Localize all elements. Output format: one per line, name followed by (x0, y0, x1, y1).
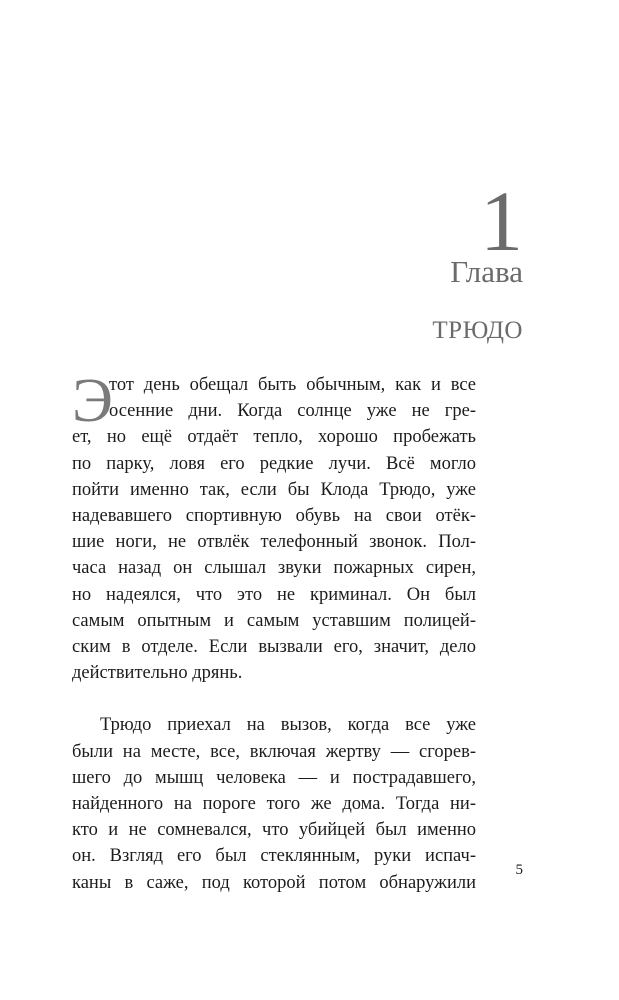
text-line: Трюдо приехал на вызов, когда все уже (100, 715, 476, 736)
text-line: ет, но ещё отдаёт тепло, хорошо пробежать (72, 427, 476, 448)
paragraph-1 (72, 367, 476, 686)
text-line: шего до мышц человека — и пострадавшего, (72, 767, 476, 788)
paragraph-2 (72, 712, 476, 895)
text-line: он. Взгляд его был стеклянным, руки испач- (72, 846, 476, 867)
body-text (72, 367, 476, 896)
text-line: шие ноги, не отвлёк телефонный звонок. Пол- (72, 532, 476, 553)
text-line: кто и не сомневался, что убийцей был именно (72, 820, 476, 841)
page-number: 5 (515, 862, 523, 878)
text-line: действительно дрянь. (72, 663, 243, 684)
chapter-label: Глава (450, 254, 523, 289)
text-line: каны в саже, под которой потом обнаружили (72, 872, 476, 893)
text-line: надевавшего спортивную обувь на свои отёк- (72, 506, 476, 527)
text-line: самым опытным и самым уставшим полицей- (72, 610, 476, 631)
drop-cap: Э (72, 367, 113, 435)
text-line: осенние дни. Когда солнце уже не гре- (109, 401, 476, 422)
text-line: пойти именно так, если бы Клода Трюдо, уже (72, 479, 476, 500)
text-line: найденного на пороге того же дома. Тогда ни- (72, 794, 476, 815)
chapter-number: 1 (480, 173, 523, 269)
text-line: но надеялся, что это не криминал. Он был (72, 584, 476, 605)
chapter-title: ТРЮДО (432, 317, 523, 344)
text-line: по парку, ловя его редкие лучи. Всё могло (72, 453, 476, 474)
text-line: тот день обещал быть обычным, как и все (109, 375, 476, 395)
text-line: часа назад он слышал звуки пожарных сирен, (72, 558, 476, 579)
text-line: были на месте, все, включая жертву — сгорев- (72, 741, 476, 762)
text-line: ским в отделе. Если вызвали его, значит, дело (72, 637, 476, 658)
